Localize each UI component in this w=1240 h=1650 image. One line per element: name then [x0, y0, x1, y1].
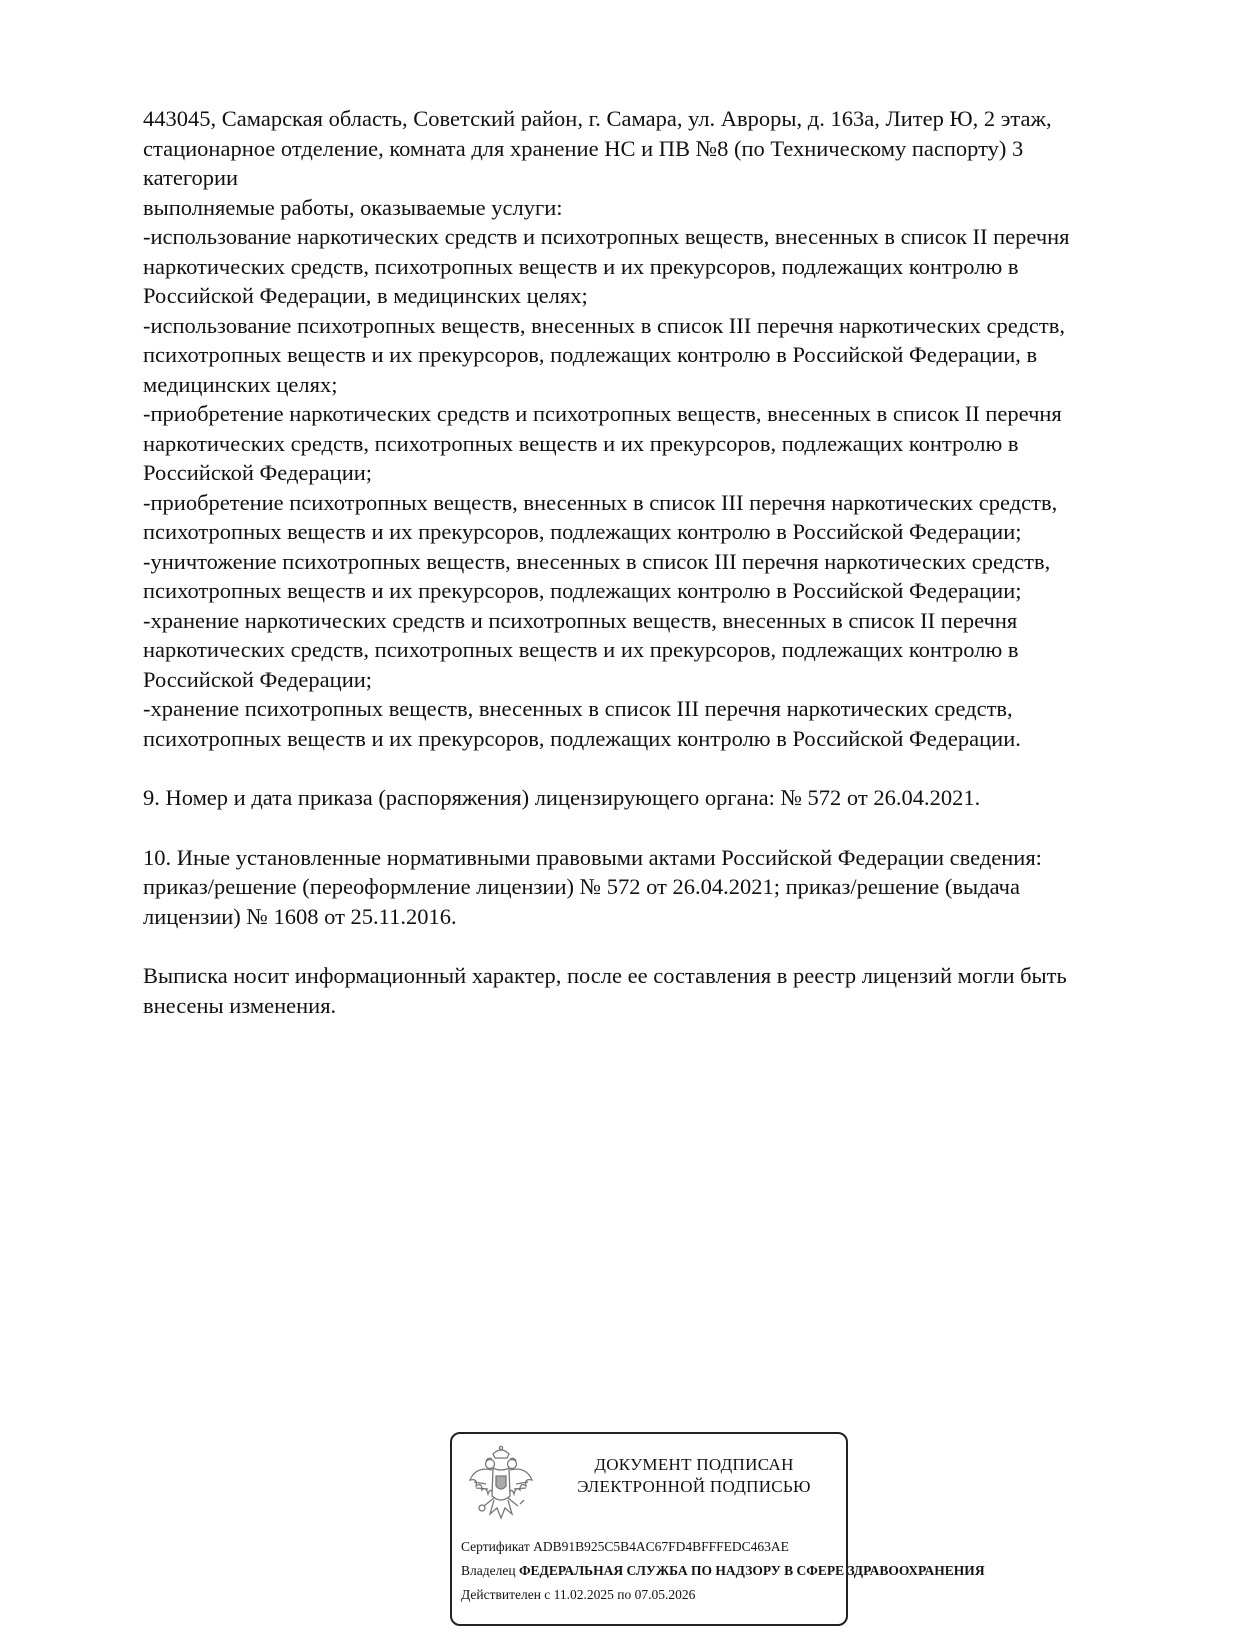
text-line: психотропных веществ и их прекурсоров, подлежащих контролю в Российской Федерации, в — [143, 342, 1038, 367]
text-line: -хранение наркотических средств и психотропных веществ, внесенных в список II перечня — [143, 607, 1018, 633]
text-line: психотропных веществ и их прекурсоров, подлежащих контролю в Российской Федерации. — [143, 725, 1021, 751]
document-body — [143, 104, 1153, 1020]
paragraph-spacer — [143, 753, 1153, 783]
text-line: Российской Федерации; — [143, 460, 373, 485]
text-line: Российской Федерации; — [143, 666, 373, 692]
stamp-title-line: ДОКУМЕНТ ПОДПИСАН — [594, 1455, 794, 1474]
text-line: психотропных веществ и их прекурсоров, подлежащих контролю в Российской Федерации; — [143, 519, 1022, 544]
text-line: выполняемые работы, оказываемые услуги: — [143, 194, 563, 220]
certificate-value: ADB91B925C5B4AC67FD4BFFFEDC463AE — [533, 1539, 789, 1554]
stamp-title — [544, 1454, 844, 1498]
text-line: наркотических средств, психотропных веществ и их прекурсоров, подлежащих контролю в — [143, 430, 1019, 456]
paragraph-spacer — [143, 931, 1153, 961]
owner-line — [461, 1563, 985, 1579]
stamp-title-line: ЭЛЕКТРОННОЙ ПОДПИСЬЮ — [577, 1477, 811, 1496]
russian-coat-of-arms-icon — [466, 1444, 536, 1526]
text-line: -приобретение психотропных веществ, внесенных в список III перечня наркотических средств, — [143, 489, 1058, 515]
address-and-services-block — [143, 104, 1153, 753]
text-line: Российской Федерации, в медицинских целях; — [143, 283, 588, 308]
owner-label: Владелец — [461, 1563, 516, 1578]
text-line: внесены изменения. — [143, 992, 337, 1018]
text-line: 10. Иные установленные нормативными правовыми актами Российской Федерации сведения: — [143, 844, 1042, 870]
owner-value: ФЕДЕРАЛЬНАЯ СЛУЖБА ПО НАДЗОРУ В СФЕРЕ ЗДРАВООХРАНЕНИЯ — [518, 1563, 985, 1578]
item-9-order-number: 9. Номер и дата приказа (распоряжения) лицензирующего органа: № 572 от 26.04.2021. — [143, 785, 981, 810]
informational-notice — [143, 961, 1153, 1020]
electronic-signature-stamp — [450, 1432, 985, 1626]
text-line: -использование наркотических средств и психотропных веществ, внесенных в список II перечня — [143, 224, 1070, 249]
text-line: наркотических средств, психотропных веществ и их прекурсоров, подлежащих контролю в — [143, 637, 1019, 662]
text-line: -приобретение наркотических средств и психотропных веществ, внесенных в список II перечня — [143, 401, 1062, 426]
certificate-line — [461, 1539, 789, 1555]
text-line: -уничтожение психотропных веществ, внесенных в список III перечня наркотических средств, — [143, 548, 1051, 574]
text-line: категории — [143, 165, 239, 190]
paragraph-spacer — [143, 813, 1153, 843]
item-10-other-info — [143, 843, 1153, 932]
text-line: 443045, Самарская область, Советский район, г. Самара, ул. Авроры, д. 163а, Литер Ю, 2 этаж, — [143, 106, 1052, 131]
text-line: медицинских целях; — [143, 371, 338, 397]
text-line: -хранение психотропных веществ, внесенных в список III перечня наркотических средств, — [143, 696, 1013, 721]
text-line: Выписка носит информационный характер, после ее составления в реестр лицензий могли быть — [143, 963, 1067, 988]
text-line: стационарное отделение, комната для хранение НС и ПВ №8 (по Техническому паспорту) 3 — [143, 135, 1024, 161]
text-line: приказ/решение (переоформление лицензии) № 572 от 26.04.2021; приказ/решение (выдача — [143, 874, 1020, 899]
text-line: психотропных веществ и их прекурсоров, подлежащих контролю в Российской Федерации; — [143, 578, 1022, 603]
text-line: наркотических средств, психотропных веществ и их прекурсоров, подлежащих контролю в — [143, 253, 1019, 279]
validity-line: Действителен с 11.02.2025 по 07.05.2026 — [461, 1587, 696, 1602]
certificate-label: Сертификат — [461, 1539, 530, 1554]
text-line: -использование психотропных веществ, внесенных в список III перечня наркотических средств, — [143, 312, 1065, 338]
text-line: лицензии) № 1608 от 25.11.2016. — [143, 903, 457, 929]
